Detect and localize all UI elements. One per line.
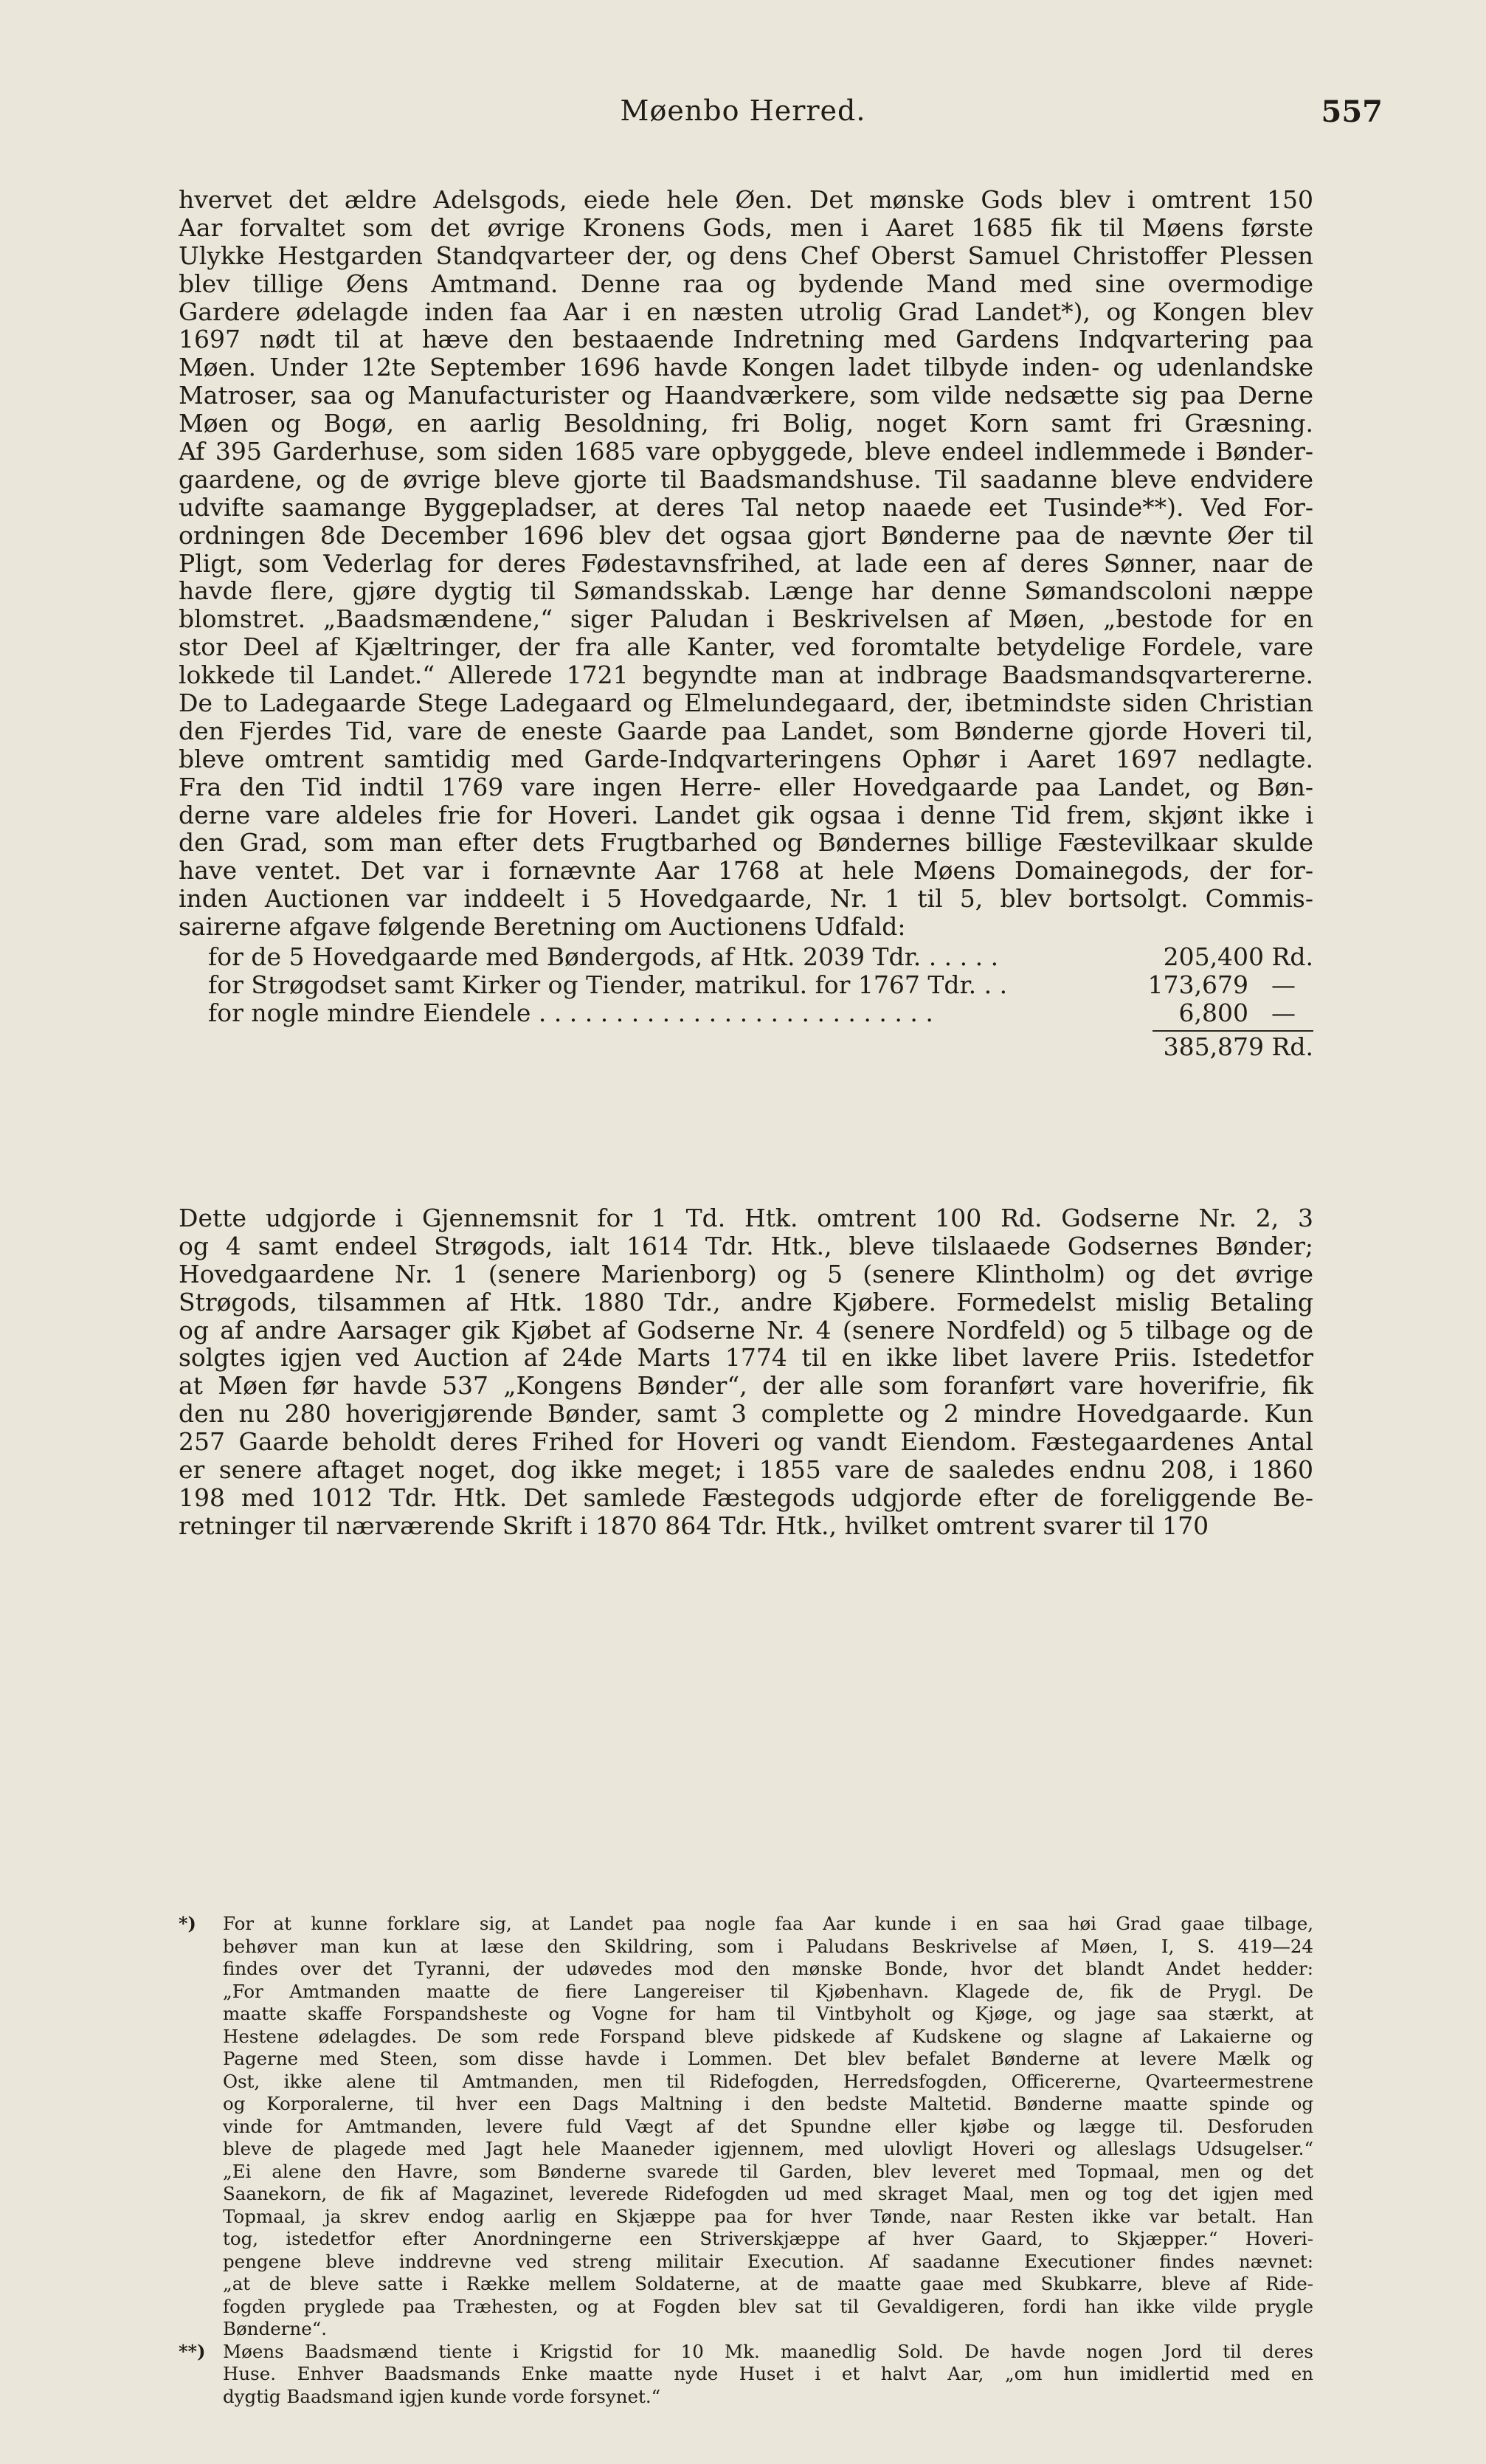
footnotes (179, 1913, 1313, 2408)
text-line: Af 395 Garderhuse, som siden 1685 vare opbyggede, bleve endeel indlemmede i Bønder- (179, 437, 1313, 466)
text-line: blev tillige Øens Amtmand. Denne raa og bydende Mand med sine overmodige (179, 269, 1313, 298)
footnote-line: Saanekorn, de fik af Magazinet, leverede Ridefogden ud med skraget Maal, men og tog det igjen med (223, 2183, 1313, 2204)
sum-rule (1152, 1030, 1313, 1032)
text-line: den Grad, som man efter dets Frugtbarhed og Bøndernes billige Fæstevilkaar skulde (179, 828, 1313, 857)
footnote-line: tog, istedetfor efter Anordningerne een Striverskjæppe af hver Gaard, to Skjæpper.“ Hoveri- (223, 2228, 1313, 2249)
footnote-line: Møens Baadsmænd tiente i Krigstid for 10 Mk. maanedlig Sold. De havde nogen Jord til deres (223, 2340, 1313, 2362)
main-paragraph (179, 186, 1313, 941)
footnote-line: Hestene ødelagdes. De som rede Forspand bleve pidskede af Kudskene og slagne af Lakaierne og (223, 2025, 1313, 2047)
text-line: 1697 nødt til at hæve den bestaaende Indretning med Gardens Indqvartering paa (179, 325, 1313, 354)
table-row (179, 999, 1313, 1027)
text-line: sairerne afgave følgende Beretning om Auctionens Udfald: (179, 912, 906, 942)
footnote-line: og Korporalerne, til hver een Dags Maltning i den bedste Maltetid. Bønderne maatte spinde og (223, 2093, 1313, 2114)
row-ditto-mark: — (1271, 998, 1296, 1027)
text-line: De to Ladegaarde Stege Ladegaard og Elmelundegaard, der, ibetmindste siden Christian (179, 689, 1313, 718)
text-line: 198 med 1012 Tdr. Htk. Det samlede Fæstegods udgjorde efter de foreliggende Be- (179, 1483, 1313, 1512)
footnote-line: „For Amtmanden maatte de fiere Langereiser til Kjøbenhavn. Klagede de, fik de Prygl. De (223, 1980, 1313, 2002)
text-line: lokkede til Landet.“ Allerede 1721 begyndte man at indbrage Baadsmandsqvartererne. (179, 660, 1313, 690)
text-line: hvervet det ældre Adelsgods, eiede hele Øen. Det mønske Gods blev i omtrent 150 (179, 185, 1313, 214)
running-header (0, 94, 1486, 139)
text-line: stor Deel af Kjæltringer, der fra alle Kanter, ved foromtalte betydelige Fordele, vare (179, 632, 1313, 662)
auction-results-table (179, 942, 1313, 1061)
auction-total: 385,879 Rd. (1163, 1032, 1313, 1061)
text-line: inden Auctionen var inddeelt i 5 Hovedgaarde, Nr. 1 til 5, blev bortsolgt. Commis- (179, 884, 1313, 914)
text-line: Møen. Under 12te September 1696 havde Kongen ladet tilbyde inden- og udenlandske (179, 353, 1313, 382)
text-line: blomstret. „Baadsmændene,“ siger Paludan i Beskrivelsen af Møen, „bestode for en (179, 604, 1313, 634)
footnote-marker: **) (179, 2340, 206, 2362)
text-line: solgtes igjen ved Auction af 24de Marts 1774 til en ikke libet lavere Priis. Istedetfor (179, 1343, 1313, 1373)
text-line: 257 Gaarde beholdt deres Frihed for Hoveri og vandt Eiendom. Fæstegaardenes Antal (179, 1427, 1313, 1457)
row-amount: 6,800 (1178, 998, 1248, 1027)
text-line: den nu 280 hoverigjørende Bønder, samt 3 complette og 2 mindre Hovedgaarde. Kun (179, 1399, 1313, 1429)
text-line: Dette udgjorde i Gjennemsnit for 1 Td. Htk. omtrent 100 Rd. Godserne Nr. 2, 3 (179, 1204, 1313, 1232)
footnote-line: dygtig Baadsmand igjen kunde vorde forsynet.“ (223, 2385, 661, 2407)
running-title: Møenbo Herred. (620, 94, 866, 127)
table-row (179, 971, 1313, 999)
text-line: og af andre Aarsager gik Kjøbet af Godserne Nr. 4 (senere Nordfeld) og 5 tilbage og de (179, 1315, 1313, 1345)
footnote-line: pengene bleve inddrevne ved streng militair Execution. Af saadanne Executioner findes nævnet: (223, 2250, 1313, 2272)
text-line: Pligt, som Vederlag for deres Fødestavnsfrihed, at lade een af deres Sønner, naar de (179, 548, 1313, 578)
footnote (179, 2341, 1313, 2409)
text-line: Møen og Bogø, en aarlig Besoldning, fri Bolig, noget Korn samt fri Græsning. (179, 409, 1313, 438)
text-line: gaardene, og de øvrige bleve gjorte til Baadsmandshuse. Til saadanne bleve endvidere (179, 464, 1313, 494)
footnote-line: findes over det Tyranni, der udøvedes mod den mønske Bonde, hvor det blandt Andet hedder: (223, 1958, 1313, 1979)
text-line: ordningen 8de December 1696 blev det ogsaa gjort Bønderne paa de nævnte Øer til (179, 520, 1313, 550)
sum-block (179, 1030, 1313, 1060)
text-line: Gardere ødelagde inden faa Aar i en næsten utrolig Grad Landet*), og Kongen blev (179, 297, 1313, 326)
text-line: Matroser, saa og Manufacturister og Haandværkere, som vilde nedsætte sig paa Derne (179, 381, 1313, 410)
footnote-line: vinde for Amtmanden, levere fuld Vægt af det Spundne eller kjøbe og lægge til. Desforuden (223, 2115, 1313, 2137)
row-amount: 173,679 (1147, 970, 1248, 999)
footnote-line: Huse. Enhver Baadsmands Enke maatte nyde Huset i et halvt Aar, „om hun imidlertid med en (223, 2363, 1313, 2384)
text-line: derne vare aldeles frie for Hoveri. Landet gik ogsaa i denne Tid frem, skjønt ikke i (179, 800, 1313, 829)
text-line: og 4 samt endeel Strøgods, ialt 1614 Tdr. Htk., bleve tilslaaede Godsernes Bønder; (179, 1231, 1313, 1260)
row-label: for de 5 Hovedgaarde med Bøndergods, af Htk. 2039 Tdr. . . . . . (208, 942, 999, 971)
text-line: Fra den Tid indtil 1769 vare ingen Herre- eller Hovedgaarde paa Landet, og Bøn- (179, 772, 1313, 801)
text-line: Aar forvaltet som det øvrige Kronens Gods, men i Aaret 1685 fik til Møens første (179, 213, 1313, 242)
row-amount: 205,400 Rd. (1163, 942, 1313, 971)
footnote-line: Bønderne“. (223, 2318, 328, 2339)
text-line: havde flere, gjøre dygtig til Sømandsskab. Længe har denne Sømandscoloni næppe (179, 576, 1313, 606)
table-row (179, 943, 1313, 971)
footnote-line: „at de bleve satte i Række mellem Soldaterne, at de maatte gaae med Skubkarre, bleve af Ride- (223, 2273, 1313, 2294)
footnote-line: Pagerne med Steen, som disse havde i Lommen. Det blev befalet Bønderne at levere Mælk og (223, 2048, 1313, 2069)
footnote-marker: *) (179, 1913, 196, 1934)
footnote-line: maatte skaffe Forspandsheste og Vogne for ham til Vintbyholt og Kjøge, og jage saa stærkt, at (223, 2003, 1313, 2024)
row-label: for nogle mindre Eiendele . . . . . . . . . . . . . . . . . . . . . . . . . . (208, 998, 933, 1027)
text-line: bleve omtrent samtidig med Garde-Indqvarteringens Ophør i Aaret 1697 nedlagte. (179, 744, 1313, 773)
row-label: for Strøgodset samt Kirker og Tiender, matrikul. for 1767 Tdr. . . (208, 970, 1008, 999)
text-line: er senere aftaget noget, dog ikke meget; i 1855 vare de saaledes endnu 208, i 1860 (179, 1455, 1313, 1485)
footnote-line: For at kunne forklare sig, at Landet paa nogle faa Aar kunde i en saa høi Grad gaae tilbage, (223, 1913, 1313, 1934)
footnote-line: fogden pryglede paa Træhesten, og at Fogden blev sat til Gevaldigeren, fordi han ikke vilde prygle (223, 2295, 1313, 2317)
footnote-line: bleve de plagede med Jagt hele Maaneder igjennem, med ulovligt Hoveri og alleslags Udsugelser.“ (223, 2138, 1313, 2159)
text-line: Ulykke Hestgarden Standqvarteer der, og dens Chef Oberst Samuel Christoffer Plessen (179, 241, 1313, 270)
footnote-line: Topmaal, ja skrev endog aarlig en Skjæppe paa for hver Tønde, naar Resten ikke var betalt. Han (223, 2205, 1313, 2227)
text-line: Strøgods, tilsammen af Htk. 1880 Tdr., andre Kjøbere. Formedelst mislig Betaling (179, 1287, 1313, 1316)
text-line: udvifte saamange Byggepladser, at deres Tal netop naaede eet Tusinde**). Ved For- (179, 492, 1313, 522)
footnote-line: „Ei alene den Havre, som Bønderne svarede til Garden, blev leveret med Topmaal, men og det (223, 2160, 1313, 2182)
text-line: retninger til nærværende Skrift i 1870 864 Tdr. Htk., hvilket omtrent svarer til 170 (179, 1511, 1209, 1540)
footnote-line: behøver man kun at læse den Skildring, som i Paludans Beskrivelse af Møen, I, S. 419—24 (223, 1935, 1313, 1957)
continuation-paragraph (179, 1204, 1313, 1540)
text-line: at Møen før havde 537 „Kongens Bønder“, der alle som foranført vare hoverifrie, fik (179, 1371, 1313, 1401)
page-number: 557 (1321, 94, 1383, 129)
text-line: have ventet. Det var i fornævnte Aar 1768 at hele Møens Domainegods, der for- (179, 856, 1313, 886)
row-ditto-mark: — (1271, 970, 1296, 999)
text-line: Hovedgaardene Nr. 1 (senere Marienborg) og 5 (senere Klintholm) og det øvrige (179, 1259, 1313, 1288)
footnote (179, 1913, 1313, 2341)
footnote-line: Ost, ikke alene til Amtmanden, men til Ridefogden, Herredsfogden, Officererne, Qvarteermestrene (223, 2070, 1313, 2092)
text-line: den Fjerdes Tid, vare de eneste Gaarde paa Landet, som Bønderne gjorde Hoveri til, (179, 716, 1313, 745)
